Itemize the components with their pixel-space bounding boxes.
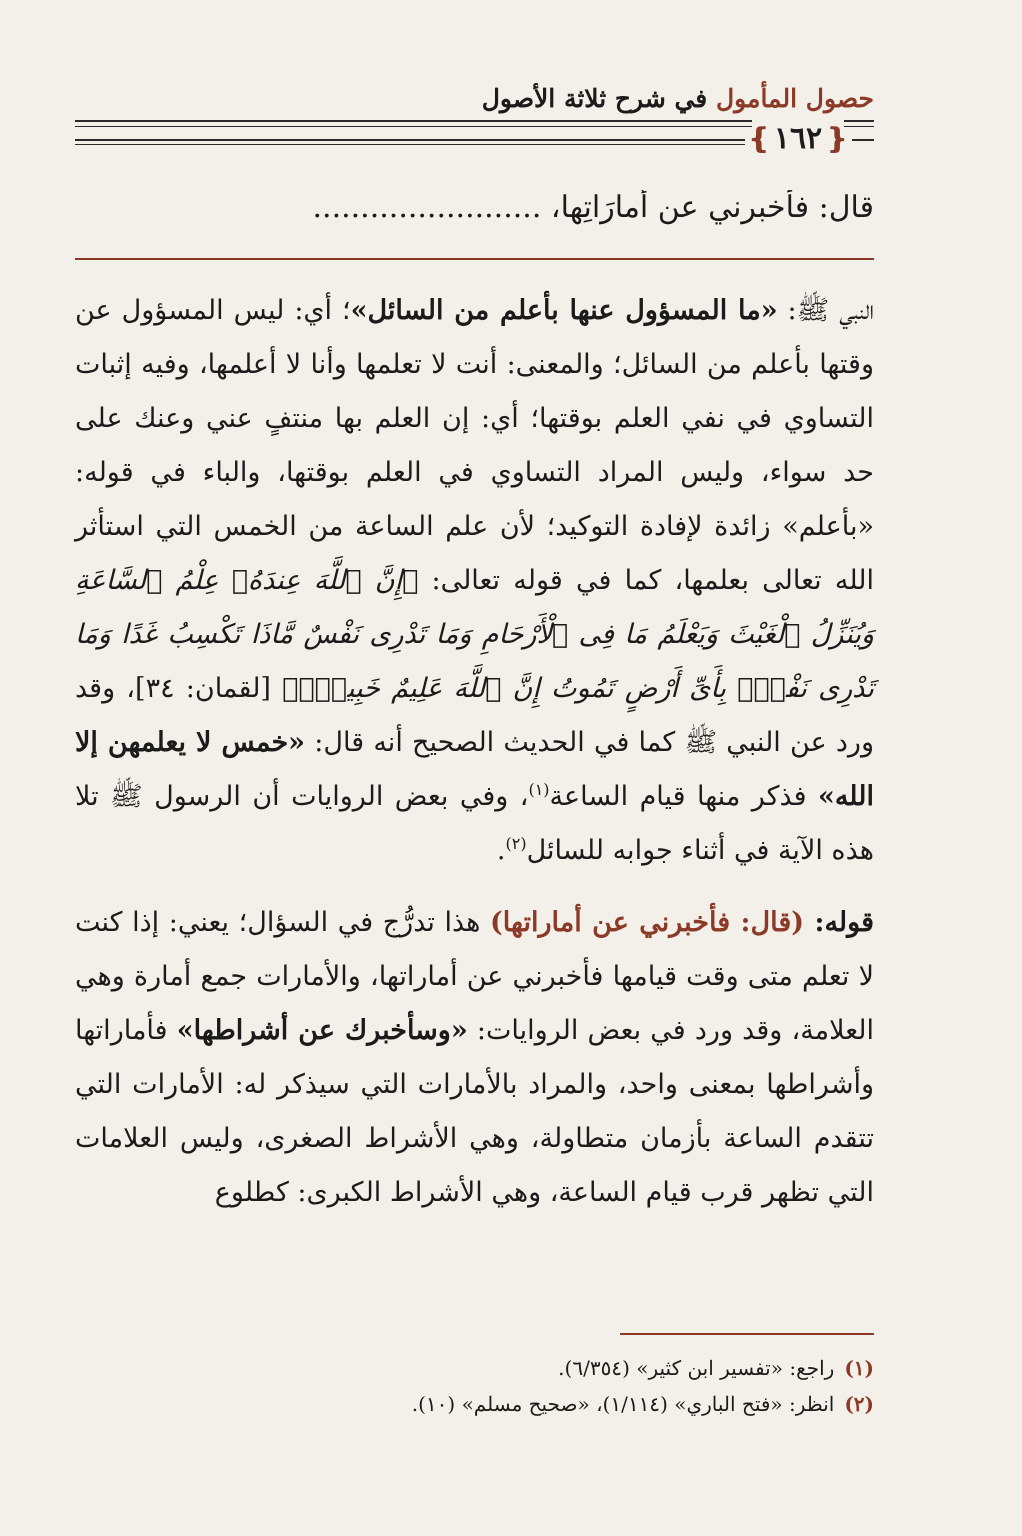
page-number-value: ١٦٢	[773, 120, 823, 156]
header-title-accent: حصول المأمول	[715, 84, 874, 113]
matn-divider	[75, 258, 874, 260]
hadith-quote: «خمس لا يعلمهن إلا الله»	[75, 727, 874, 812]
footnote-ref-2: (٢)	[505, 834, 527, 853]
text-run: ، وفي بعض الروايات أن الرسول ﷺ تلا هذه الآية في أثناء جوابه للسائل	[75, 781, 874, 866]
page-number	[747, 118, 849, 158]
footnote	[200, 1386, 874, 1422]
footnote-ref-1: (١)	[528, 780, 550, 799]
footnote-number: (١)	[844, 1356, 874, 1380]
footnote	[200, 1350, 874, 1386]
footnote-divider	[620, 1333, 874, 1335]
text-run: ؛ أي: ليس المسؤول عن وقتها بأعلم من السائل؛ والمعنى: أنت لا تعلمها وأنا لا أعلمها، وفيه إثبات التساوي في نفي العلم بوقتها؛ أي: إن العلم بها منتفٍ عني وعنك على حد سواء، وليس المراد التساوي في العلم بوقتها، والباء في قوله:	[75, 295, 874, 488]
qawluhu-label: قوله:	[804, 907, 874, 938]
text-run: هذا تدرُّج في السؤال؛ يعني: إذا كنت لا تعلم متى وقت قيامها فأخبرني عن أماراتها، والأمارات جمع أمارة وهي العلامة، وقد ورد في بعض الروايات:	[75, 907, 874, 1046]
header-title-rest: في شرح ثلاثة الأصول	[481, 84, 716, 113]
text-run: .	[496, 835, 506, 866]
ornament-brace-icon: ❵	[747, 121, 771, 155]
footnote-number: (٢)	[844, 1392, 874, 1416]
text-run: [لقمان: ٣٤]، وقد ورد عن النبي ﷺ كما في الحديث الصحيح أنه قال:	[75, 673, 874, 758]
matn-text: قال: فأخبرني عن أمارَاتِها، ........................	[312, 190, 874, 225]
hadith-quote: «وسأخبرك عن أشراطها»	[176, 1015, 468, 1046]
text-run: زائدة لإفادة التوكيد؛ لأن علم الساعة من الخمس التي استأثر الله تعالى بعلمها، كما في قوله تعالى:	[75, 511, 874, 596]
page-number-rule-right	[852, 139, 874, 141]
text-run: فذكر منها قيام الساعة	[549, 781, 818, 812]
quran-verse: ﴿إِنَّ ٱللَّهَ عِندَهُۥ عِلْمُ ٱلسَّاعَةِ وَيُنَزِّلُ ٱلْغَيْثَ وَيَعْلَمُ مَا فِى ٱلْأَرْحَامِ وَمَا تَدْرِى نَفْسٌ مَّاذَا تَكْسِبُ غَدًا وَمَا تَدْرِى نَفْسٌۢ بِأَىِّ أَرْضٍ تَمُوتُ إِنَّ ٱللَّهَ عَلِيمٌ خَبِيرٌۢ﴾	[75, 565, 874, 704]
text-run: النبي ﷺ:	[777, 295, 875, 326]
page-number-rule-left-thin	[75, 144, 745, 145]
inline-quote: «بأعلم»	[782, 511, 874, 542]
ornament-brace-icon: ❴	[825, 121, 849, 155]
paragraph-1	[75, 284, 874, 878]
page-number-rule-left	[75, 139, 745, 141]
hadith-quote: «ما المسؤول عنها بأعلم من السائل»	[350, 295, 778, 326]
footnotes	[200, 1350, 874, 1422]
commentary-body	[75, 284, 874, 1220]
text-run: فأماراتها وأشراطها بمعنى واحد، والمراد بالأمارات التي سيذكر له: الأمارات التي تتقدم الساعة بأزمان متطاولة، وهي الأشراط الصغرى، وليس العلامات التي تظهر قرب قيام الساعة، وهي الأشراط الكبرى: كطلوع	[75, 1015, 874, 1208]
matn-quote: (قال: فأخبرني عن أماراتها)	[490, 907, 805, 938]
paragraph-2	[75, 896, 874, 1220]
footnote-text: راجع: «تفسير ابن كثير» (٦/٣٥٤).	[558, 1356, 835, 1380]
footnote-text: انظر: «فتح الباري» (١/١١٤)، «صحيح مسلم» (١٠).	[411, 1392, 835, 1416]
running-header	[482, 84, 874, 113]
